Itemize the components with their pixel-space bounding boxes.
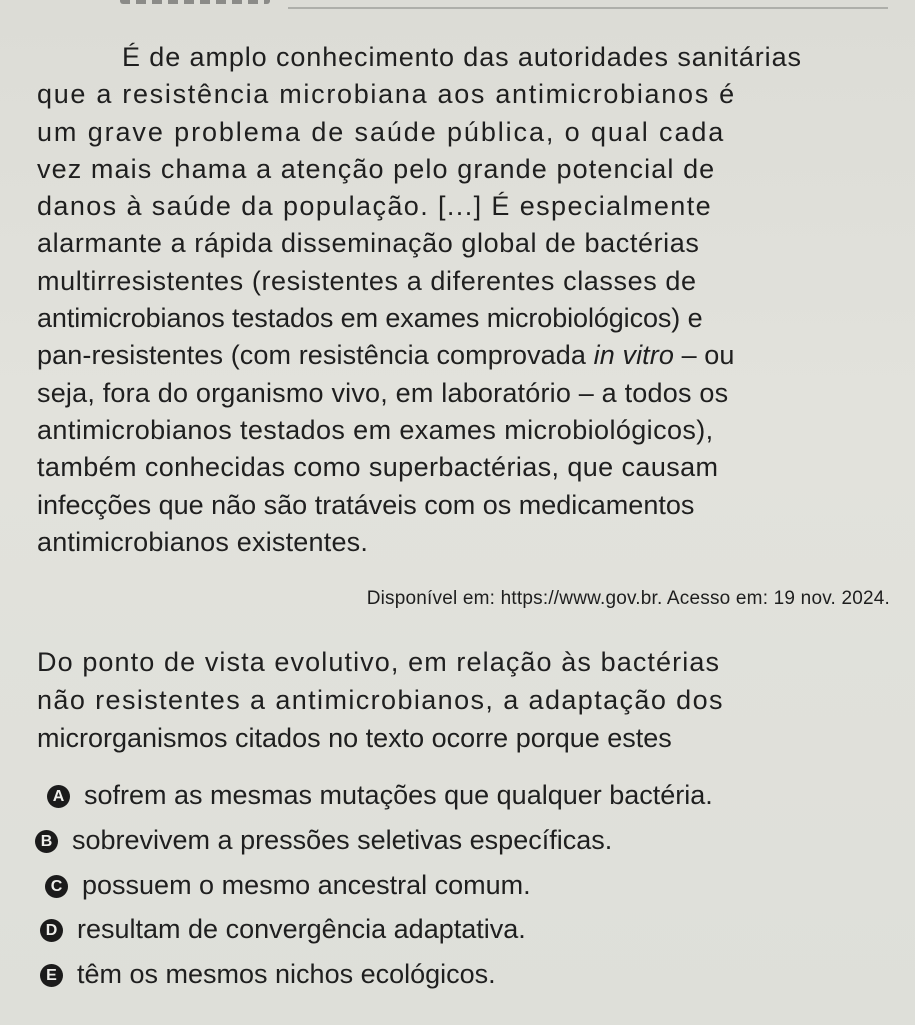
- answer-options: [0, 778, 915, 1002]
- option-c[interactable]: [0, 868, 915, 913]
- excerpt-line: seja, fora do organismo vivo, em laboratório – a todos os: [37, 377, 729, 408]
- excerpt-line: que a resistência microbiana aos antimicrobianos é: [37, 79, 736, 110]
- option-text: têm os mesmos nichos ecológicos.: [77, 959, 496, 990]
- option-b[interactable]: [0, 823, 915, 868]
- excerpt-line: multirresistentes (resistentes a diferentes classes de: [37, 265, 697, 296]
- option-text: possuem o mesmo ancestral comum.: [82, 869, 531, 900]
- question-stem: [0, 643, 724, 757]
- question-line: não resistentes a antimicrobianos, a adaptação dos: [37, 685, 724, 715]
- option-text: resultam de convergência adaptativa.: [77, 914, 526, 945]
- option-letter-badge: E: [40, 964, 63, 987]
- excerpt-line-start: pan-resistentes (com resistência comprovada: [37, 340, 587, 371]
- excerpt-line: alarmante a rápida disseminação global de bactérias: [37, 228, 700, 259]
- excerpt-line: antimicrobianos testados em exames microbiológicos),: [37, 414, 714, 445]
- option-letter-badge: A: [47, 785, 70, 808]
- option-text: sofrem as mesmas mutações que qualquer bactéria.: [84, 780, 713, 810]
- option-letter-badge: B: [35, 830, 58, 853]
- question-line: Do ponto de vista evolutivo, em relação às bactérias: [37, 647, 721, 677]
- question-line: microrganismos citados no texto ocorre porque estes: [37, 723, 672, 753]
- option-letter-badge: C: [45, 875, 68, 898]
- excerpt-line: infecções que não são tratáveis com os medicamentos: [37, 489, 695, 520]
- excerpt-line: um grave problema de saúde pública, o qual cada: [37, 116, 726, 147]
- option-e[interactable]: [0, 957, 915, 1002]
- in-vitro-italic: in vitro: [593, 340, 674, 371]
- excerpt-line: [0, 337, 802, 374]
- excerpt-line: É de amplo conhecimento das autoridades sanitárias: [122, 42, 802, 72]
- option-text: sobrevivem a pressões seletivas específicas.: [72, 824, 613, 855]
- excerpt-line: danos à saúde da população. [...] É especialmente: [37, 191, 713, 222]
- excerpt-paragraph: [0, 39, 802, 561]
- excerpt-line-end: – ou: [673, 340, 735, 371]
- option-letter-badge: D: [40, 919, 63, 942]
- header-rule: [288, 7, 888, 9]
- option-a[interactable]: [0, 778, 915, 823]
- excerpt-line: antimicrobianos testados em exames microbiológicos) e: [37, 303, 703, 334]
- option-d[interactable]: [0, 912, 915, 957]
- top-cutoff: [0, 0, 915, 10]
- cut-off-text-fragment: [120, 0, 270, 4]
- excerpt-line: também conhecidas como superbactérias, que causam: [37, 452, 719, 483]
- excerpt-line: vez mais chama a atenção pelo grande potencial de: [37, 153, 716, 184]
- excerpt-line: antimicrobianos existentes.: [37, 526, 369, 557]
- source-citation: Disponível em: https://www.gov.br. Acesso em: 19 nov. 2024.: [366, 588, 890, 609]
